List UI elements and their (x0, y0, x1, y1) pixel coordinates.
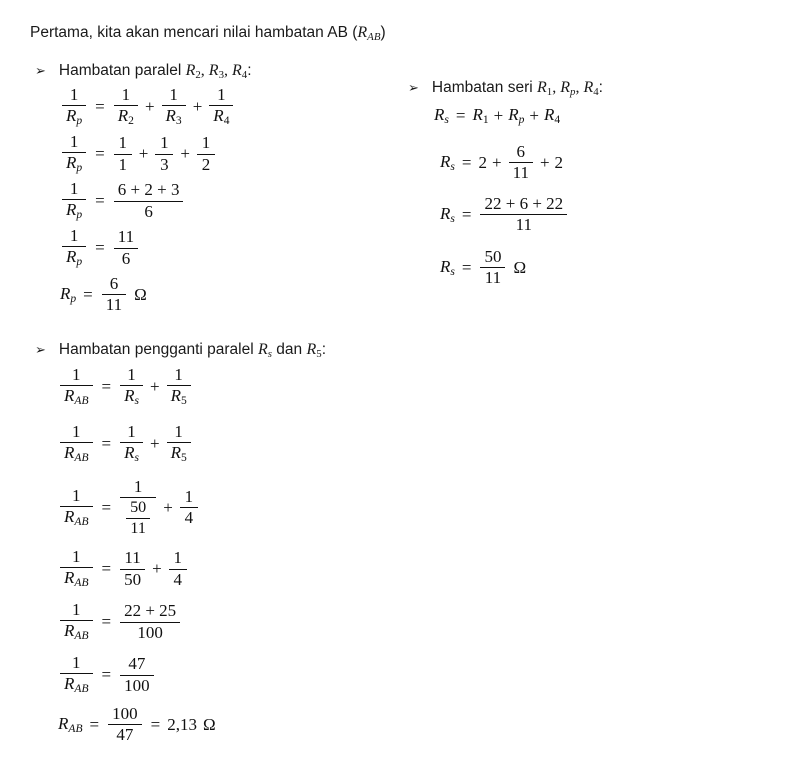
f12-sub: 2 (128, 114, 134, 128)
rs-symbol-2 (440, 152, 455, 173)
f24-bot: 2 (201, 154, 211, 174)
g51-bot (60, 621, 93, 643)
frac-47-over-100 (120, 655, 154, 695)
g11-bot (60, 386, 93, 408)
equation-rab-step-2 (58, 423, 193, 465)
f22-top: 1 (118, 133, 128, 153)
frac-1-over-nested-50-11 (120, 478, 156, 537)
equation-rab-step-4 (58, 548, 189, 590)
s3v1-sub: s (267, 348, 272, 361)
equation-series-step-3 (440, 195, 569, 235)
frac-100-over-47 (108, 705, 142, 745)
s2v2-sub: p (570, 86, 576, 99)
sec1-vars (185, 62, 248, 82)
eq-sign-23: = (461, 204, 472, 224)
plus-24: + (539, 152, 550, 172)
frac-1-over-r5-1 (167, 366, 191, 408)
frac-11-over-50 (120, 549, 145, 589)
g72-bot: 47 (116, 725, 134, 745)
eq-sign-35: = (101, 612, 112, 632)
f21-sub: p (76, 161, 83, 175)
frac-1-over-rab-5 (60, 601, 93, 643)
g31-bot (60, 507, 93, 529)
sec1-colon: : (247, 62, 252, 79)
f42-bot: 6 (121, 248, 131, 268)
g52-bot: 100 (137, 622, 163, 642)
rp-r: R (60, 284, 71, 304)
f72-bot: 11 (515, 215, 533, 235)
sec3-label-text: Hambatan pengganti paralel (58, 341, 254, 358)
f31-sub: p (76, 208, 83, 222)
f22-bot: 1 (118, 154, 128, 174)
frac-1-over-4-b (169, 549, 187, 589)
g21-sub: AB (74, 451, 89, 465)
s3v2-r: R (306, 341, 317, 358)
g23-bot (167, 443, 191, 465)
rp-symbol (60, 284, 76, 305)
section-heading-parallel-rs-r5 (35, 341, 326, 361)
rab-symbol (58, 714, 83, 735)
g22-sub: s (134, 451, 139, 465)
g62-top: 47 (128, 654, 146, 674)
f52-top: 6 (109, 274, 119, 293)
f21-bot (62, 153, 86, 175)
s2v2-r: R (560, 79, 571, 96)
rs4-r: R (440, 257, 451, 277)
equation-parallel-step-1 (60, 86, 235, 128)
section-label-pengganti (59, 341, 326, 361)
section-label-parallel (59, 62, 252, 82)
ohm-unit-rs: Ω (513, 257, 527, 277)
equation-rab-result (58, 705, 216, 745)
intro-r-glyph: R (357, 24, 368, 41)
frac-1-over-r3 (162, 86, 186, 128)
g31-sub: AB (74, 515, 89, 529)
eq-sign-13: = (95, 191, 105, 211)
g41-sub: AB (74, 576, 89, 590)
frac-1-over-rab-6 (60, 654, 93, 696)
f52-bot: 11 (105, 295, 123, 315)
frac-1-over-rab-3 (60, 487, 93, 529)
f21-r: R (66, 153, 77, 173)
f31-r: R (66, 200, 77, 220)
s1v1-r: R (185, 62, 196, 79)
rab-r: R (58, 714, 69, 734)
g41-bot (60, 568, 93, 590)
g12-r: R (124, 386, 135, 406)
g51-sub: AB (74, 629, 89, 643)
f23-bot: 3 (160, 154, 169, 174)
frac-6-over-11 (102, 275, 126, 315)
f14-sub: 4 (223, 114, 230, 128)
g12-bot (120, 386, 143, 408)
term-two-b: 2 (554, 152, 564, 172)
f13-bot (162, 106, 186, 128)
eq-sign-15: = (83, 284, 93, 304)
s2v1-sub: 1 (546, 86, 553, 99)
equation-rab-step-5 (58, 601, 182, 643)
g51-r: R (64, 621, 75, 641)
r1-symbol (472, 105, 488, 126)
frac-11-over-6 (114, 228, 138, 268)
frac-50-over-11 (480, 248, 505, 288)
f21-top: 1 (69, 132, 79, 151)
rs3-r: R (440, 204, 451, 224)
f13-sub: 3 (175, 114, 182, 128)
rp-sub: p (70, 292, 77, 306)
g43-top: 1 (173, 548, 182, 568)
rs2-r: R (440, 152, 451, 172)
s2-comma1: , (552, 79, 557, 96)
s2v3-sub: 4 (593, 86, 599, 99)
sec2-colon: : (598, 79, 603, 96)
eq-sign-24: = (461, 257, 472, 277)
plus-32: + (149, 434, 160, 454)
g61-top: 1 (72, 653, 81, 672)
f32-top: 6 + 2 + 3 (117, 180, 180, 200)
s3v2-sub: 5 (316, 348, 322, 361)
g23-sub: 5 (180, 451, 187, 465)
g31-top: 1 (72, 485, 81, 505)
f41-r: R (66, 247, 77, 267)
g21-r: R (64, 443, 75, 463)
rs3-sub: s (450, 212, 455, 226)
f24-top: 1 (201, 133, 211, 153)
g42-top: 11 (124, 548, 141, 568)
f14-top: 1 (217, 85, 226, 104)
plus-22: + (529, 105, 540, 125)
eq-sign-33: = (101, 497, 112, 517)
g31-r: R (64, 506, 75, 526)
equation-parallel-result (60, 275, 147, 315)
equation-series-step-1 (434, 105, 560, 126)
frac-1-over-rs-2 (120, 423, 143, 465)
g21-bot (60, 443, 93, 465)
frac-1-over-rs-1 (120, 366, 143, 408)
g61-r: R (64, 674, 75, 694)
g33-top: 1 (184, 486, 194, 506)
intro-ab-subscript: AB (367, 31, 381, 44)
s2v3-r: R (583, 79, 594, 96)
rp-symbol-2 (508, 105, 524, 126)
g51-top: 1 (72, 600, 81, 619)
equation-parallel-step-4 (60, 227, 140, 269)
g22-bot (120, 443, 143, 465)
g22-r: R (124, 443, 135, 463)
f41-bot (62, 247, 86, 269)
frac-1-over-rp-2 (62, 133, 86, 175)
section-label-series (432, 79, 603, 99)
eq-sign-22: = (461, 152, 472, 172)
frac-50-over-11-nested (126, 499, 150, 537)
sec2-vars (537, 79, 599, 99)
f12-r: R (117, 106, 129, 126)
frac-1-over-rab-2 (60, 423, 93, 465)
g12-top: 1 (127, 365, 136, 384)
f11-bot (62, 106, 86, 128)
rp2-r: R (508, 105, 519, 124)
equation-rab-step-3 (58, 478, 200, 537)
equation-parallel-step-2 (60, 133, 217, 175)
rs-symbol-1 (434, 105, 449, 126)
sec1-label-text: Hambatan paralel (58, 62, 182, 79)
f11-r: R (66, 106, 77, 126)
f42-top: 11 (117, 227, 135, 247)
f82-bot: 11 (484, 268, 502, 288)
frac-1-over-2 (197, 134, 215, 174)
s1-comma1: , (200, 62, 205, 79)
intro-rab-symbol (357, 24, 381, 44)
s2-comma2: , (575, 79, 580, 96)
g13-r: R (170, 386, 181, 406)
g21-top: 1 (72, 422, 81, 441)
plus-13: + (138, 144, 149, 164)
g61-sub: AB (74, 682, 89, 696)
g32n-top: 50 (130, 499, 147, 517)
section-heading-parallel-r2-r3-r4 (35, 62, 252, 82)
f13-top: 1 (169, 85, 178, 104)
eq-sign-32: = (101, 434, 112, 454)
equation-parallel-step-3 (60, 180, 185, 222)
eq-sign-21: = (455, 105, 466, 125)
s1v3-r: R (232, 62, 242, 79)
intro-suffix: ) (380, 24, 386, 41)
rs2-sub: s (450, 160, 455, 174)
f14-r: R (213, 106, 224, 126)
plus-34: + (152, 559, 162, 579)
f11-top: 1 (69, 85, 79, 104)
f32-bot: 6 (144, 201, 153, 221)
term-two-a: 2 (478, 152, 487, 172)
rp2-sub: p (518, 113, 525, 127)
frac-1-over-3 (155, 134, 173, 174)
rab-sub: AB (68, 722, 83, 736)
sec3-colon: : (321, 341, 327, 358)
g61-bot (60, 674, 93, 696)
g22-top: 1 (127, 422, 136, 441)
g13-bot (167, 386, 191, 408)
g11-r: R (64, 386, 75, 406)
g32n-bot: 11 (130, 519, 146, 537)
s1v3-sub: 4 (241, 69, 248, 82)
plus-12: + (192, 97, 203, 117)
f72-top: 22 + 6 + 22 (484, 194, 564, 213)
frac-1-over-rp-4 (62, 227, 86, 269)
eq-sign-37: = (89, 714, 100, 734)
g41-top: 1 (72, 547, 81, 566)
frac-sum-over-100 (120, 602, 180, 642)
g42-bot: 50 (124, 569, 142, 589)
r1-r: R (472, 105, 483, 124)
frac-sum-over-11 (480, 195, 567, 235)
frac-1-over-r5-2 (167, 423, 191, 465)
plus-31: + (149, 377, 160, 397)
eq-sign-36: = (101, 665, 112, 685)
frac-1-over-1 (114, 134, 132, 174)
ohm-unit-rab: Ω (202, 714, 216, 734)
f14-bot (209, 106, 233, 128)
rs4-sub: s (450, 265, 455, 279)
r4-r: R (544, 105, 555, 124)
f41-sub: p (76, 255, 83, 269)
intro-prefix: Pertama, kita akan mencari nilai hambatan AB ( (30, 24, 358, 41)
s1v1-sub: 2 (195, 69, 201, 82)
s1v2-sub: 3 (218, 69, 225, 82)
f11-sub: p (76, 114, 83, 128)
g32-bot (120, 498, 156, 537)
frac-1-over-r4 (209, 86, 233, 128)
s3v1-r: R (257, 341, 268, 358)
g11-top: 1 (72, 365, 81, 384)
g32-top: 1 (133, 477, 143, 496)
equation-series-step-2 (440, 143, 563, 183)
frac-sum-over-6 (114, 181, 184, 221)
s1-comma2: , (224, 62, 229, 79)
rs-symbol-4 (440, 257, 455, 278)
f13-r: R (165, 106, 176, 126)
frac-1-over-rp (62, 86, 86, 128)
bullet-arrow-icon: ➢ (35, 64, 46, 79)
g12-sub: s (134, 394, 139, 408)
g23-r: R (170, 443, 181, 463)
sec3-var-r5 (306, 341, 322, 361)
r4-symbol (544, 105, 560, 126)
f23-top: 1 (160, 133, 169, 153)
plus-14: + (180, 144, 190, 164)
g41-r: R (64, 568, 75, 588)
eq-sign-12: = (95, 144, 105, 164)
eq-sign-11: = (95, 97, 105, 117)
rs1-sub: s (444, 113, 449, 127)
sec3-dan: dan (276, 341, 303, 358)
sec2-label-text: Hambatan seri (431, 79, 533, 96)
eq-sign-34: = (101, 559, 112, 579)
s2v1-r: R (537, 79, 547, 96)
g72-top: 100 (112, 704, 138, 723)
bullet-arrow-icon: ➢ (35, 343, 46, 358)
bullet-arrow-icon: ➢ (408, 81, 419, 96)
plus-23: + (491, 152, 502, 172)
rab-decimal-value: 2,13 (167, 714, 197, 734)
frac-1-over-rp-3 (62, 180, 86, 222)
r4-sub: 4 (554, 113, 561, 127)
g11-sub: AB (74, 394, 89, 408)
ohm-unit-rp: Ω (134, 284, 147, 304)
g13-sub: 5 (180, 394, 187, 408)
plus-33: + (163, 497, 173, 517)
f82-top: 50 (484, 247, 502, 266)
f41-top: 1 (69, 226, 79, 245)
equation-rab-step-6 (58, 654, 156, 696)
frac-1-over-r2 (114, 86, 138, 128)
plus-21: + (493, 105, 504, 125)
f31-top: 1 (69, 179, 79, 198)
g62-bot: 100 (124, 675, 150, 695)
eq-sign-14: = (95, 238, 105, 258)
plus-11: + (144, 97, 155, 117)
f12-bot (114, 106, 138, 128)
f62-bot: 11 (512, 163, 529, 183)
eq-sign-38: = (150, 714, 161, 734)
frac-1-over-4-a (180, 488, 198, 528)
page-intro-text (30, 24, 386, 43)
frac-6-over-11-b (509, 143, 533, 183)
g43-bot: 4 (173, 569, 182, 589)
sec3-var-rs (257, 341, 272, 361)
g23-top: 1 (174, 422, 183, 441)
g33-bot: 4 (184, 508, 194, 528)
rs1-r: R (434, 105, 445, 124)
eq-sign-31: = (101, 377, 112, 397)
g13-top: 1 (174, 365, 183, 384)
f62-top: 6 (516, 142, 526, 161)
frac-1-over-rab-1 (60, 366, 93, 408)
f12-top: 1 (121, 85, 131, 104)
r1-sub: 1 (482, 113, 489, 127)
s1v2-r: R (208, 62, 219, 79)
equation-rab-step-1 (58, 366, 193, 408)
f31-bot (62, 200, 86, 222)
section-heading-series (408, 79, 603, 99)
g52-top: 22 + 25 (124, 601, 177, 621)
equation-series-result (440, 248, 526, 288)
rs-symbol-3 (440, 204, 455, 225)
frac-1-over-rab-4 (60, 548, 93, 590)
